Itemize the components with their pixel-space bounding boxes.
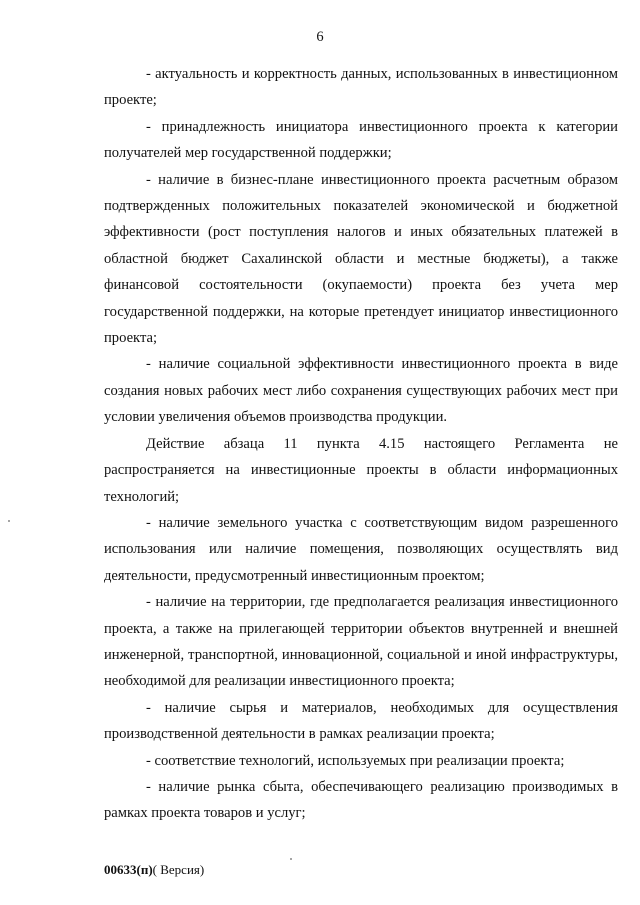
- page-number: 6: [316, 29, 324, 45]
- paragraph-infrastructure: - наличие на территории, где предполагается реализация инвестиционного проекта, а также на прилегающей территории объектов внутренней и внешней инженерной, транспортной, инновационной, социальной и иной инфраструктуры, необходимой для реализации инвестиционного проекта;: [104, 594, 618, 690]
- paragraph-social-efficiency: - наличие социальной эффективности инвестиционного проекта в виде создания новых рабочих мест либо сохранения существующих рабочих мест при условии увеличения объемов производства продукции.: [104, 356, 618, 426]
- paragraph-land-plot: - наличие земельного участка с соответствующим видом разрешенного использования или наличие помещения, позволяющих осуществлять вид деятельности, предусмотренный инвестиционным проектом;: [104, 514, 618, 584]
- document-code: 00633(п): [104, 862, 153, 877]
- document-version: ( Версия): [152, 862, 205, 877]
- paragraph-business-plan-efficiency: - наличие в бизнес-плане инвестиционного проекта расчетным образом подтвержденных положительных показателей экономической и бюджетной эффективности (рост поступления налогов и иных обязательных платежей в областной бюджет Сахалинской области и местные бюджеты), а также финансовой состоятельности (окупаемости) проекта без учета мер государственной поддержки, на которые претендует инициатор инвестиционного проекта;: [104, 171, 618, 347]
- document-body: [104, 61, 618, 827]
- paragraph-sales-market: - наличие рынка сбыта, обеспечивающего реализацию производимых в рамках проекта товаров и услуг;: [104, 778, 618, 822]
- paragraph-technologies: - соответствие технологий, используемых при реализации проекта;: [146, 752, 565, 769]
- paragraph-it-exception: Действие абзаца 11 пункта 4.15 настоящего Регламента не распространяется на инвестиционные проекты в области информационных технологий;: [104, 435, 618, 505]
- paragraph-data-accuracy: - актуальность и корректность данных, использованных в инвестиционном проекте;: [104, 66, 618, 109]
- scan-speck: [8, 520, 10, 522]
- scan-speck: [290, 858, 292, 860]
- document-footer: [104, 862, 204, 878]
- paragraph-raw-materials: - наличие сырья и материалов, необходимых для осуществления производственной деятельности в рамках реализации проекта;: [104, 699, 618, 743]
- paragraph-initiator-category: - принадлежность инициатора инвестиционного проекта к категории получателей мер государственной поддержки;: [104, 118, 618, 162]
